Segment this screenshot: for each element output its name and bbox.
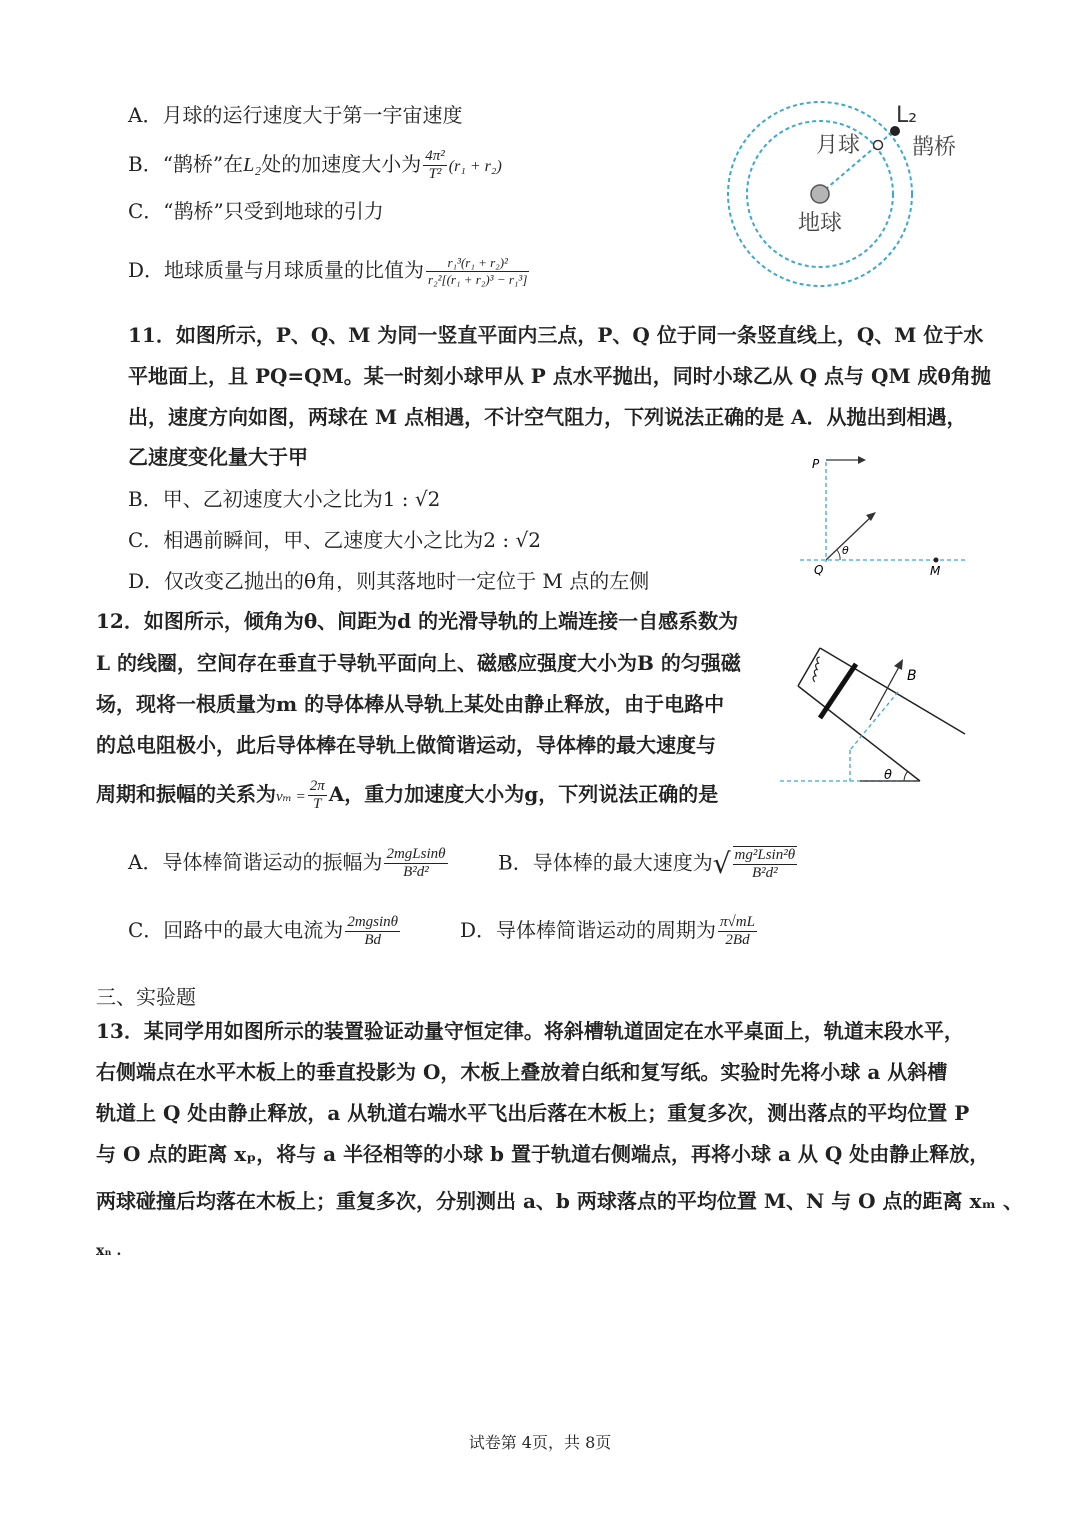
q-label: Q (814, 563, 824, 577)
theta-arc (837, 550, 840, 560)
fraction-denominator: T² (428, 166, 442, 182)
q-velocity-arrow (826, 516, 872, 560)
coil-icon (806, 656, 826, 682)
q11-stem-line-4: 乙速度变化量大于甲 (128, 445, 308, 469)
vm-symbol: vₘ = (276, 789, 306, 805)
arrowhead-icon (858, 456, 866, 464)
q12-stem-line-5 (96, 778, 718, 813)
q11-stem-line-3: 出，速度方向如图，两球在 M 点相遇，不计空气阻力，下列说法正确的是 A．从抛出到相遇， (128, 405, 967, 429)
fraction-numerator: r₁³(r₁ + r₂)² (426, 255, 529, 272)
q13-line-2: 右侧端点在水平木板上的垂直投影为 O，木板上叠放着白纸和复写纸。实验时先将小球 a 从斜槽 (96, 1060, 948, 1084)
q12-stem-line-5-suffix: A，重力加速度大小为g，下列说法正确的是 (328, 782, 719, 806)
l2-label: L₂ (896, 103, 918, 128)
q12-stem-line-3: 场，现将一根质量为m 的导体棒从导轨上某处由静止释放，由于电路中 (96, 692, 725, 716)
q12-option-b (498, 846, 799, 882)
fraction-denominator: Bd (364, 932, 381, 948)
q12-stem-line-1: 12．如图所示，倾角为θ、间距为d 的光滑导轨的上端连接一自感系数为 (96, 609, 739, 633)
q11-option-b: B．甲、乙初速度大小之比为1 : √2 (128, 487, 441, 511)
moon-label: 月球 (816, 133, 861, 158)
q13-line-1: 13．某同学用如图所示的装置验证动量守恒定律。将斜槽轨道固定在水平桌面上，轨道末段水平， (96, 1019, 964, 1043)
earth-icon (811, 185, 829, 203)
fraction-numerator: 2mgsinθ (347, 914, 399, 930)
q12-option-a-prefix: A．导体棒简谐运动的振幅为 (128, 850, 383, 874)
q10-option-b-symbol: L₂ (243, 154, 262, 176)
q11-option-c: C．相遇前瞬间，甲、乙速度大小之比为2 : √2 (128, 528, 541, 552)
q10-option-d-fraction (426, 255, 529, 288)
q12-stem-line-5-prefix: 周期和振幅的关系为 (96, 782, 276, 806)
q12-option-a-fraction (384, 846, 447, 881)
q10-option-b-prefix: B．“鹊桥”在 (128, 152, 244, 176)
moon-icon (874, 141, 883, 150)
fraction-numerator: mg²Lsin²θ (734, 847, 796, 863)
fraction-numerator: 2mgLsinθ (386, 846, 446, 862)
fraction-denominator: T (313, 796, 322, 812)
q11-stem-line-1: 11．如图所示，P、Q、M 为同一竖直平面内三点，P、Q 位于同一条竖直线上，Q、M 位于水 (128, 323, 984, 347)
bridge-label: 鹊桥 (912, 135, 957, 160)
q10-option-b-suffix: (r₁ + r₂) (448, 158, 502, 175)
q12-option-b-prefix: B．导体棒的最大速度为 (498, 850, 713, 875)
theta-arc (904, 771, 908, 781)
p-label: P (812, 457, 820, 471)
q12-option-c (128, 914, 402, 949)
upper-rail (820, 648, 965, 734)
theta-label: θ (884, 768, 892, 783)
fraction-denominator: 2Bd (725, 932, 750, 948)
projectile-figure (800, 450, 970, 580)
fraction-numerator: π√mL (720, 914, 755, 930)
earth-label: 地球 (798, 211, 843, 236)
q10-option-b-mid: 处的加速度大小为 (261, 152, 422, 176)
fraction-numerator: 2π (309, 778, 325, 794)
q12-option-c-fraction (345, 914, 400, 949)
m-point (934, 558, 939, 563)
q12-option-d-prefix: D．导体棒简谐运动的周期为 (460, 918, 717, 942)
q10-option-d (128, 255, 531, 288)
q12-option-b-fraction (733, 846, 798, 882)
q13-line-5: 两球碰撞后均落在木板上；重复多次，分别测出 a、b 两球落点的平均位置 M、N 与 O 点的距离 xₘ 、 (96, 1189, 1023, 1213)
q12-option-d (460, 914, 759, 949)
sqrt-icon: √ (712, 847, 731, 880)
fraction-denominator: r₂²[(r₁ + r₂)³ − r₁³] (428, 272, 528, 287)
q12-option-d-fraction (718, 914, 757, 949)
q13-line-3: 轨道上 Q 处由静止释放，a 从轨道右端水平飞出后落在木板上；重复多次，测出落点的平均位置 P (96, 1101, 970, 1125)
q10-option-d-prefix: D．地球质量与月球质量的比值为 (128, 258, 425, 282)
q11-option-d: D．仅改变乙抛出的θ角，则其落地时一定位于 M 点的左侧 (128, 569, 650, 593)
q11-stem-line-2: 平地面上，且 PQ=QM。某一时刻小球甲从 P 点水平抛出，同时小球乙从 Q 点与 QM 成θ角抛 (128, 364, 991, 388)
lower-rail (798, 686, 920, 781)
q10-option-a: A．月球的运行速度大于第一宇宙速度 (128, 103, 463, 127)
rail-top-end (798, 648, 820, 686)
q10-option-c: C．“鹊桥”只受到地球的引力 (128, 199, 384, 223)
incline-rail-figure (780, 640, 980, 790)
q13-line-4: 与 O 点的距离 xₚ，将与 a 半径相等的小球 b 置于轨道右侧端点，再将小球 a 从 Q 处由静止释放， (96, 1142, 990, 1166)
q12-option-c-prefix: C．回路中的最大电流为 (128, 918, 344, 942)
conductor-rod (820, 664, 856, 718)
page-footer: 试卷第 4页，共 8页 (468, 1433, 612, 1452)
b-label: B (907, 668, 917, 684)
orbit-figure (720, 96, 980, 292)
q12-stem-line-4: 的总电阻极小，此后导体棒在导轨上做简谐运动，导体棒的最大速度与 (96, 733, 716, 757)
q10-option-b (128, 148, 502, 183)
q13-line-6: xₙ . (96, 1243, 122, 1259)
theta-label: θ (842, 544, 849, 557)
fraction-denominator: B²d² (751, 865, 778, 881)
q10-option-b-fraction (423, 148, 447, 183)
fraction-numerator: 4π² (425, 148, 445, 164)
q12-option-a (128, 846, 450, 881)
m-label: M (930, 564, 941, 578)
normal-dashed-line (850, 692, 898, 750)
fraction-denominator: B²d² (403, 864, 429, 880)
q12-period-fraction (308, 778, 327, 813)
q12-stem-line-2: L 的线圈，空间存在垂直于导轨平面向上、磁感应强度大小为B 的匀强磁 (96, 651, 741, 675)
section-3-title: 三、实验题 (96, 985, 196, 1009)
